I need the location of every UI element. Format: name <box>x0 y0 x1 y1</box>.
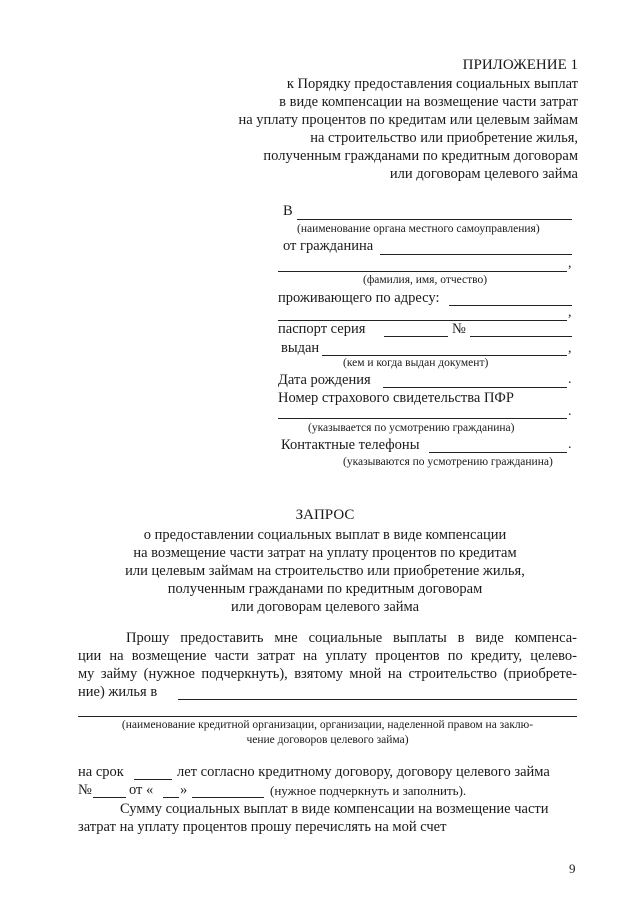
from-close: » <box>180 782 188 798</box>
period: . <box>568 404 572 419</box>
org-hint: (наименование кредитной организации, организации, наделенной правом на заклю- <box>121 719 534 731</box>
request-subtitle-line: о предоставлении социальных выплат в виде компенсации <box>143 527 507 543</box>
credit-org-field[interactable] <box>178 699 577 700</box>
term-prefix: на срок <box>78 764 124 780</box>
appendix-title: ПРИЛОЖЕНИЕ 1 <box>462 57 578 73</box>
period: . <box>568 372 572 387</box>
phones-label: Контактные телефоны <box>281 437 420 453</box>
request-subtitle-line: полученным гражданами по кредитным договорам <box>167 581 483 597</box>
comma: , <box>568 341 572 356</box>
pfr-label: Номер страхового свидетельства ПФР <box>278 390 514 406</box>
address-label: проживающего по адресу: <box>278 290 440 306</box>
from-word: от « <box>129 782 154 798</box>
from-label: от гражданина <box>283 238 374 254</box>
body-line: Прошу предоставить мне социальные выплаты в виде компенса- <box>126 630 577 646</box>
pfr-field[interactable] <box>278 418 567 419</box>
request-subtitle-line: на возмещение части затрат на уплату процентов по кредитам <box>133 545 517 561</box>
page-number: 9 <box>569 861 576 876</box>
term-years-field[interactable] <box>134 779 172 780</box>
passport-number-sign: № <box>452 321 466 337</box>
appendix-line: или договорам целевого займа <box>389 166 578 182</box>
appendix-line: к Порядку предоставления социальных выплат <box>286 76 578 92</box>
org-hint: чение договоров целевого займа) <box>246 734 409 746</box>
issued-label: выдан <box>281 340 320 356</box>
to-prefix: В <box>283 203 293 219</box>
body-line: затрат на уплату процентов прошу перечислять на мой счет <box>78 819 447 835</box>
body-line: ции на возмещение части затрат на уплату процентов по кредиту, целево- <box>78 648 577 664</box>
citizen-field-2[interactable] <box>278 271 567 272</box>
contract-date-field[interactable] <box>192 797 264 798</box>
passport-number-field[interactable] <box>470 336 572 337</box>
citizen-field[interactable] <box>380 254 572 255</box>
contract-number-field[interactable] <box>93 797 126 798</box>
phones-hint: (указываются по усмотрению гражданина) <box>343 456 553 468</box>
pfr-hint: (указывается по усмотрению гражданина) <box>308 422 515 434</box>
underline-note: (нужное подчеркнуть и заполнить). <box>270 783 467 798</box>
passport-label: паспорт серия <box>278 321 366 337</box>
num-sign: № <box>78 782 92 798</box>
term-middle: лет согласно кредитному договору, договору целевого займа <box>177 764 550 780</box>
appendix-line: полученным гражданами по кредитным договорам <box>263 148 578 164</box>
passport-series-field[interactable] <box>384 336 448 337</box>
body-line: ние) жилья в <box>78 684 158 700</box>
issued-hint: (кем и когда выдан документ) <box>343 357 489 369</box>
phones-field[interactable] <box>429 452 567 453</box>
comma: , <box>568 256 572 271</box>
body-line: Сумму социальных выплат в виде компенсации на возмещение части <box>120 801 549 817</box>
authority-hint: (наименование органа местного самоуправления) <box>297 223 540 235</box>
appendix-line: в виде компенсации на возмещение части затрат <box>279 94 578 110</box>
period: . <box>568 437 572 452</box>
appendix-line: на строительство или приобретение жилья, <box>310 130 578 146</box>
birth-label: Дата рождения <box>278 372 371 388</box>
address-field[interactable] <box>449 305 572 306</box>
body-line: му займу (нужное подчеркнуть), взятому мной на строительство (приобрете- <box>78 666 577 682</box>
request-title: ЗАПРОС <box>295 507 355 523</box>
issued-field[interactable] <box>322 355 567 356</box>
birth-field[interactable] <box>383 387 567 388</box>
contract-day-field[interactable] <box>163 797 179 798</box>
request-subtitle-line: или целевым займам на строительство или приобретение жилья, <box>125 563 525 579</box>
request-subtitle-line: или договорам целевого займа <box>230 599 420 615</box>
authority-field[interactable] <box>297 219 572 220</box>
comma: , <box>568 305 572 320</box>
credit-org-field-2[interactable] <box>78 716 577 717</box>
appendix-line: на уплату процентов по кредитам или целевым займам <box>238 112 578 128</box>
name-hint: (фамилия, имя, отчество) <box>363 274 488 286</box>
